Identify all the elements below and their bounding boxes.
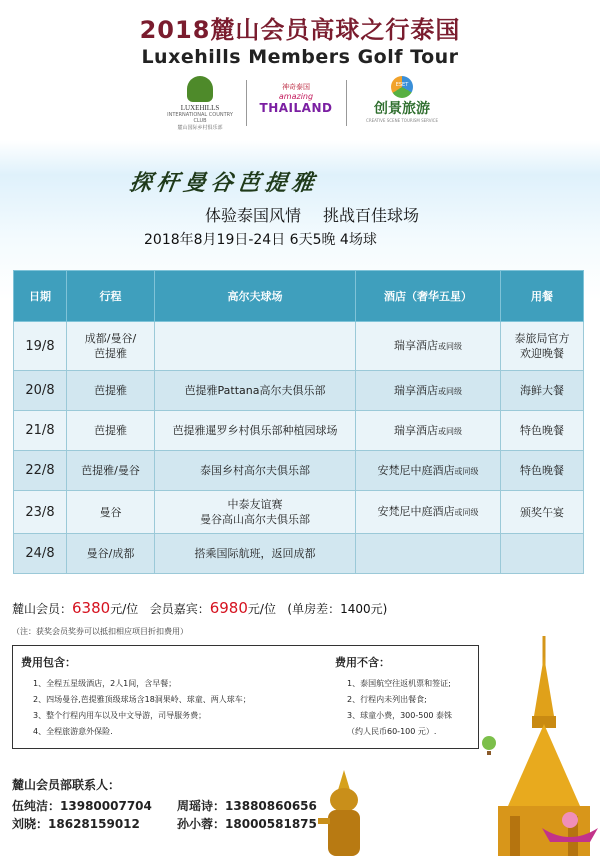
route-line: 芭提雅/曼谷 [81,464,140,477]
table-row [14,371,584,411]
cell-meal [501,534,584,574]
chuangjing-sub: CREATIVE SCENE TOURISM SERVICE [366,118,438,123]
course-line: 芭提雅Pattana高尔夫俱乐部 [184,384,326,397]
contact-phone: 13880860656 [225,799,317,813]
hotel-suffix: 或同级 [438,342,462,351]
table-row [14,451,584,491]
logo-divider [246,80,247,126]
cell-course [155,534,356,574]
cell-meal [501,451,584,491]
contacts-title: 麓山会员部联系人： [12,778,121,792]
hotel-name: 安梵尼中庭酒店 [377,463,455,477]
thailand-amazing: amazing [278,92,314,101]
cell-hotel [356,371,501,411]
contact-phone: 18628159012 [48,817,140,831]
cell-date: 21/8 [14,411,67,451]
title-en: Luxehills Members Golf Tour [141,46,459,68]
meal-line: 泰旅局官方 [514,332,570,345]
slogan-b: 挑战百佳球场 [323,206,420,225]
logo-strip [160,76,450,134]
table-row [14,534,584,574]
contact-phone: 13980007704 [60,799,152,813]
hotel-suffix: 或同级 [454,466,479,476]
member-label: 麓山会员： [12,602,73,616]
contact-name: 刘晓 [12,817,37,831]
fees-included [21,654,251,740]
course-line: 芭提雅暹罗乡村俱乐部种植园球场 [172,424,338,437]
header-meal: 用餐 [501,271,584,322]
route-line: 芭提雅 [94,347,127,360]
cell-meal [501,491,584,534]
table-row [14,411,584,451]
thailand-small: 神奇泰国 [282,83,310,91]
meal-line: 海鲜大餐 [520,384,564,397]
course-line: 曼谷高山高尔夫俱乐部 [200,513,310,526]
fee-excluded-item: 2、行程内未列出餐食; [347,695,427,704]
table-row [14,491,584,534]
course-line: 泰国乡村高尔夫俱乐部 [200,464,310,477]
header-hotel: 酒店（奢华五星） [356,271,501,322]
cell-course [155,491,356,534]
cell-date: 22/8 [14,451,67,491]
cell-date: 20/8 [14,371,67,411]
contact-row: 刘晓：18628159012 孙小蓉：18000581875 [12,817,317,831]
cell-meal [501,322,584,371]
decorative-boat-icon [540,808,600,848]
cell-route [67,411,155,451]
logo-divider [346,80,347,126]
cell-course [155,411,356,451]
route-line: 成都/曼谷/ [84,332,137,345]
fee-excluded-item: （约人民币60-100 元）. [347,727,437,736]
title-cn: 2018麓山会员高球之行泰国 [139,16,461,44]
fee-included-item: 3、整个行程内用车以及中文导游，司导服务费； [33,711,207,720]
header-date: 日期 [14,271,67,322]
meal-line: 颁奖午宴 [520,505,564,519]
chuangjing-name: 创景旅游 [374,101,430,117]
cell-hotel [356,322,501,371]
slogan-line-1 [205,203,441,226]
cell-date: 19/8 [14,322,67,371]
cell-date: 23/8 [14,491,67,534]
table-row [14,322,584,371]
route-line: 芭提雅 [94,384,127,397]
fees-excluded [335,654,452,740]
hotel-suffix: 或同级 [438,386,462,396]
luxehills-name: LUXEHILLS [180,104,220,112]
fees-excluded-title: 费用不含： [335,656,390,669]
luxehills-emblem-icon [187,76,213,102]
single-supplement: (单房差：1400元) [287,602,388,616]
cell-route [67,491,155,534]
contact-phone: 18000581875 [225,817,317,831]
thailand-logo [256,82,336,115]
chuangjing-logo [354,76,450,123]
route-line: 芭提雅 [94,424,127,437]
header-course: 高尔夫球场 [155,271,356,322]
fees-included-title: 费用包含： [21,656,76,669]
route-line: 曼谷 [99,505,122,519]
guest-price: 6980 [209,599,248,617]
member-price: 6380 [72,599,111,617]
cell-hotel [356,411,501,451]
itinerary-body [14,322,584,574]
hotel-suffix: 或同级 [454,508,479,517]
hotel-name: 安梵尼中庭酒店 [377,505,455,518]
contacts [12,776,317,833]
fees-box [12,645,479,749]
thai-guardian-statue-icon [314,768,374,856]
cell-route [67,371,155,411]
member-unit: 元/位 [110,602,139,616]
contact-name: 周瑶诗 [177,799,214,813]
itinerary-table [13,270,584,574]
cell-hotel [356,534,501,574]
luxehills-sub: INTERNATIONAL COUNTRY CLUB [167,112,233,124]
luxehills-logo [160,76,240,131]
price-note: （注：获奖会员奖券可以抵扣相应项目折扣费用） [12,627,188,636]
header-route: 行程 [67,271,155,322]
fee-excluded-item: 1、泰国航空往返机票和签证; [347,679,451,688]
meal-line: 欢迎晚餐 [520,347,564,360]
contact-name: 伍纯洁 [12,799,49,813]
hotel-suffix: 或同级 [438,426,462,436]
cell-hotel [356,491,501,534]
luxehills-sub-cn: 麓山国际乡村俱乐部 [177,125,223,131]
cell-meal [501,411,584,451]
fee-included-item: 1、全程五星级酒店，2人1间，含早餐； [33,679,177,688]
chuangjing-badge: ESET [395,82,409,88]
cell-route [67,451,155,491]
route-line: 曼谷/成都 [86,547,135,560]
hotel-name: 瑞享酒店 [394,383,438,397]
guest-unit: 元/位 [247,602,276,616]
meal-line: 特色晚餐 [520,424,564,437]
fee-excluded-item: 3、球童小费，300-500 泰铢 [347,711,453,720]
thailand-main: THAILAND [259,101,333,115]
trip-dates: 2018年8月19日-24日 6天5晚 4场球 [144,232,377,248]
table-header-row [14,271,584,322]
slogan-calligraphy: 探杆曼谷芭提雅 [127,170,321,196]
meal-line: 特色晚餐 [520,464,564,477]
course-line: 搭乘国际航班，返回成都 [194,547,316,560]
cell-route [67,322,155,371]
hotel-name: 瑞享酒店 [394,339,438,352]
contact-name: 孙小蓉 [177,817,214,831]
slogan-a: 体验泰国风情 [205,206,302,225]
cell-course [155,322,356,371]
cell-hotel [356,451,501,491]
cell-course [155,451,356,491]
cell-course [155,371,356,411]
course-line: 中泰友谊赛 [227,498,283,511]
cell-route [67,534,155,574]
cell-date: 24/8 [14,534,67,574]
cell-meal [501,371,584,411]
contact-row: 伍纯洁：13980007704 周瑶诗：13880860656 [12,799,317,813]
fee-included-item: 4、全程旅游意外保险. [33,727,113,736]
hotel-name: 瑞享酒店 [394,423,438,437]
guest-label: 会员嘉宾： [149,602,210,616]
prices [12,599,387,617]
fee-included-item: 2、四场曼谷,芭提雅顶级球场含18洞果岭、球童、两人球车； [33,695,251,704]
